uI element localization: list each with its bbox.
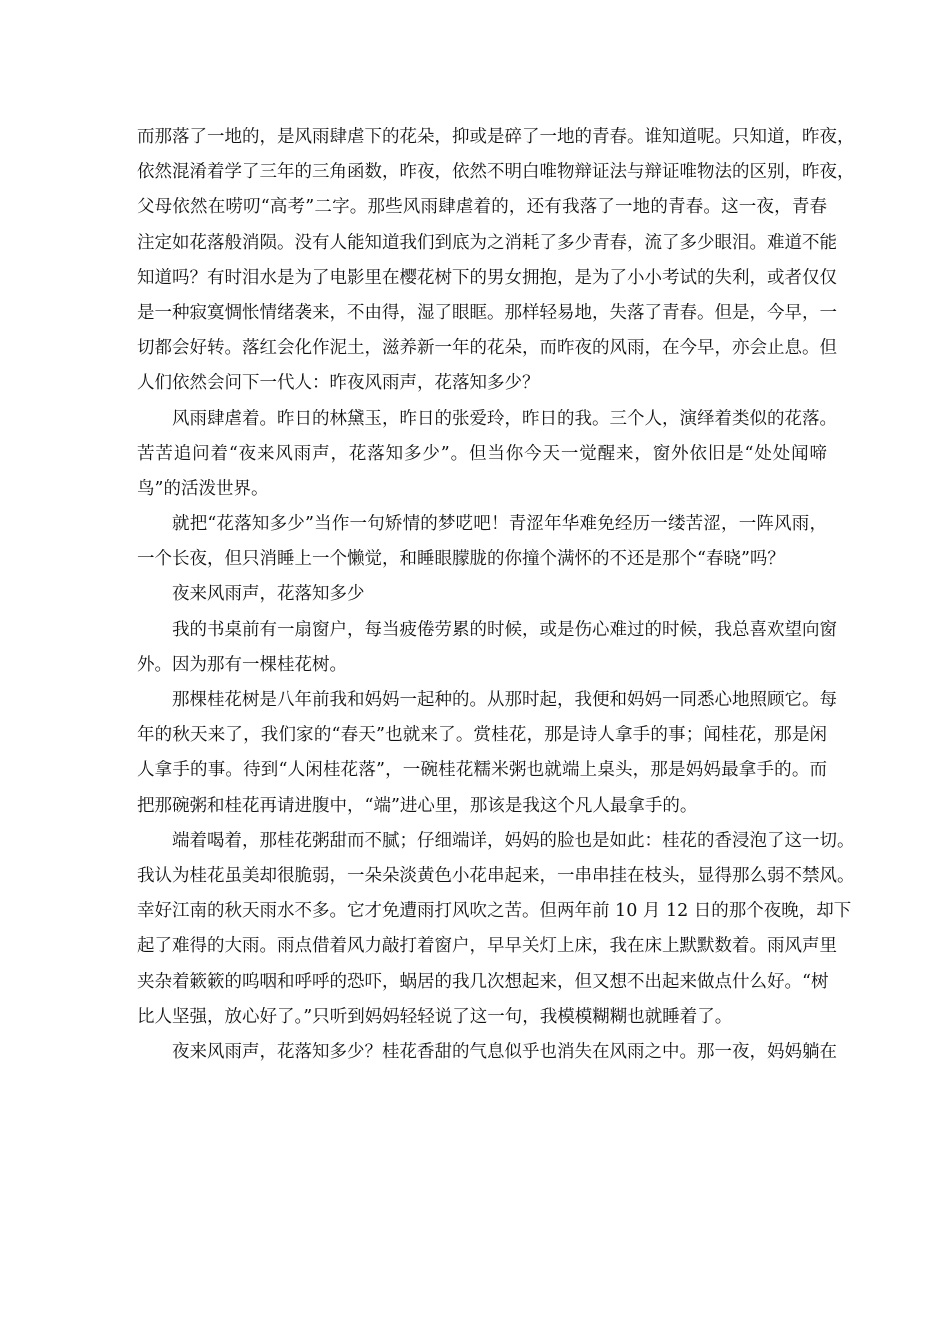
text-line: 比人坚强，放心好了。”只听到妈妈轻轻说了这一句，我模模糊糊也就睡着了。 bbox=[137, 1006, 733, 1027]
text-line: 那棵桂花树是八年前我和妈妈一起种的。从那时起，我便和妈妈一同悉心地照顾它。每 bbox=[172, 690, 837, 710]
text-line: 夜来风雨声，花落知多少 bbox=[172, 584, 365, 605]
text-line: 苦苦追问着“夜来风雨声，花落知多少”。但当你今天一觉醒来，窗外依旧是“处处闻啼 bbox=[137, 443, 827, 464]
paragraph bbox=[137, 402, 837, 508]
text-line: 人们依然会问下一代人：昨夜风雨声，花落知多少？ bbox=[137, 373, 540, 394]
paragraph bbox=[137, 577, 827, 612]
text-line: 风雨肆虐着。昨日的林黛玉，昨日的张爱玲，昨日的我。三个人，演绎着类似的花落。 bbox=[172, 408, 837, 429]
text-line: 人拿手的事。待到“人闲桂花落”，一碗桂花糯米粥也就端上桌头，那是妈妈最拿手的。而 bbox=[137, 760, 827, 781]
text-line: 我的书桌前有一扇窗户，每当疲倦劳累的时候，或是伤心难过的时候，我总喜欢望向窗 bbox=[172, 619, 837, 640]
text-line: 幸好江南的秋天雨水不多。它才免遭雨打风吹之苦。但两年前 10 月 12 日的那个夜晚，却下 bbox=[137, 901, 852, 922]
text-line: 一个长夜，但只消睡上一个懒觉，和睡眼朦胧的你撞个满怀的不还是那个“春晓”吗？ bbox=[137, 549, 785, 570]
text-line: 把那碗粥和桂花再请进腹中，“端”进心里，那该是我这个凡人最拿手的。 bbox=[137, 795, 698, 816]
paragraph bbox=[137, 507, 827, 577]
text-line: 起了难得的大雨。雨点借着风力敲打着窗户，早早关灯上床，我在床上默默数着。雨风声里 bbox=[137, 936, 837, 957]
text-line: 就把“花落知多少”当作一句矫情的梦呓吧！青涩年华难免经历一缕苦涩，一阵风雨， bbox=[172, 514, 827, 535]
paragraph bbox=[137, 824, 855, 1035]
essay-body bbox=[137, 120, 855, 1070]
text-line: 外。因为那有一棵桂花树。 bbox=[137, 654, 347, 675]
text-line: 夜来风雨声，花落知多少？桂花香甜的气息似乎也消失在风雨之中。那一夜，妈妈躺在 bbox=[172, 1041, 837, 1062]
text-line: 年的秋天来了，我们家的“春天”也就来了。赏桂花，那是诗人拿手的事；闻桂花，那是闲 bbox=[137, 725, 827, 746]
text-line: 是一种寂寞惆怅情绪袭来，不由得，湿了眼眶。那样轻易地，失落了青春。但是，今早，一 bbox=[137, 302, 837, 323]
text-line: 端着喝着，那桂花粥甜而不腻；仔细端详，妈妈的脸也是如此：桂花的香浸泡了这一切。 bbox=[172, 830, 855, 851]
text-line: 切都会好转。落红会化作泥土，滋养新一年的花朵，而昨夜的风雨，在今早，亦会止息。但 bbox=[137, 338, 837, 359]
text-line: 我认为桂花虽美却很脆弱，一朵朵淡黄色小花串起来，一串串挂在枝头，显得那么弱不禁风。 bbox=[137, 865, 855, 886]
text-line: 夹杂着簌簌的呜咽和呼呼的恐吓，蜗居的我几次想起来，但又想不出起来做点什么好。“树 bbox=[137, 971, 829, 992]
paragraph bbox=[137, 683, 837, 824]
text-line: 鸟”的活泼世界。 bbox=[137, 478, 269, 499]
text-line: 知道吗？有时泪水是为了电影里在樱花树下的男女拥抱，是为了小小考试的失利，或者仅仅 bbox=[137, 267, 837, 288]
text-line: 父母依然在唠叨“高考”二字。那些风雨肆虐着的，还有我落了一地的青春。这一夜，青春 bbox=[137, 197, 827, 218]
text-line: 依然混淆着学了三年的三角函数，昨夜，依然不明白唯物辩证法与辩证唯物法的区别，昨夜， bbox=[137, 162, 855, 183]
paragraph bbox=[137, 120, 855, 402]
paragraph bbox=[137, 1035, 837, 1070]
paragraph bbox=[137, 613, 837, 683]
text-line: 注定如花落般消陨。没有人能知道我们到底为之消耗了多少青春，流了多少眼泪。难道不能 bbox=[137, 232, 837, 253]
text-line: 而那落了一地的，是风雨肆虐下的花朵，抑或是碎了一地的青春。谁知道呢。只知道，昨夜， bbox=[137, 127, 855, 147]
